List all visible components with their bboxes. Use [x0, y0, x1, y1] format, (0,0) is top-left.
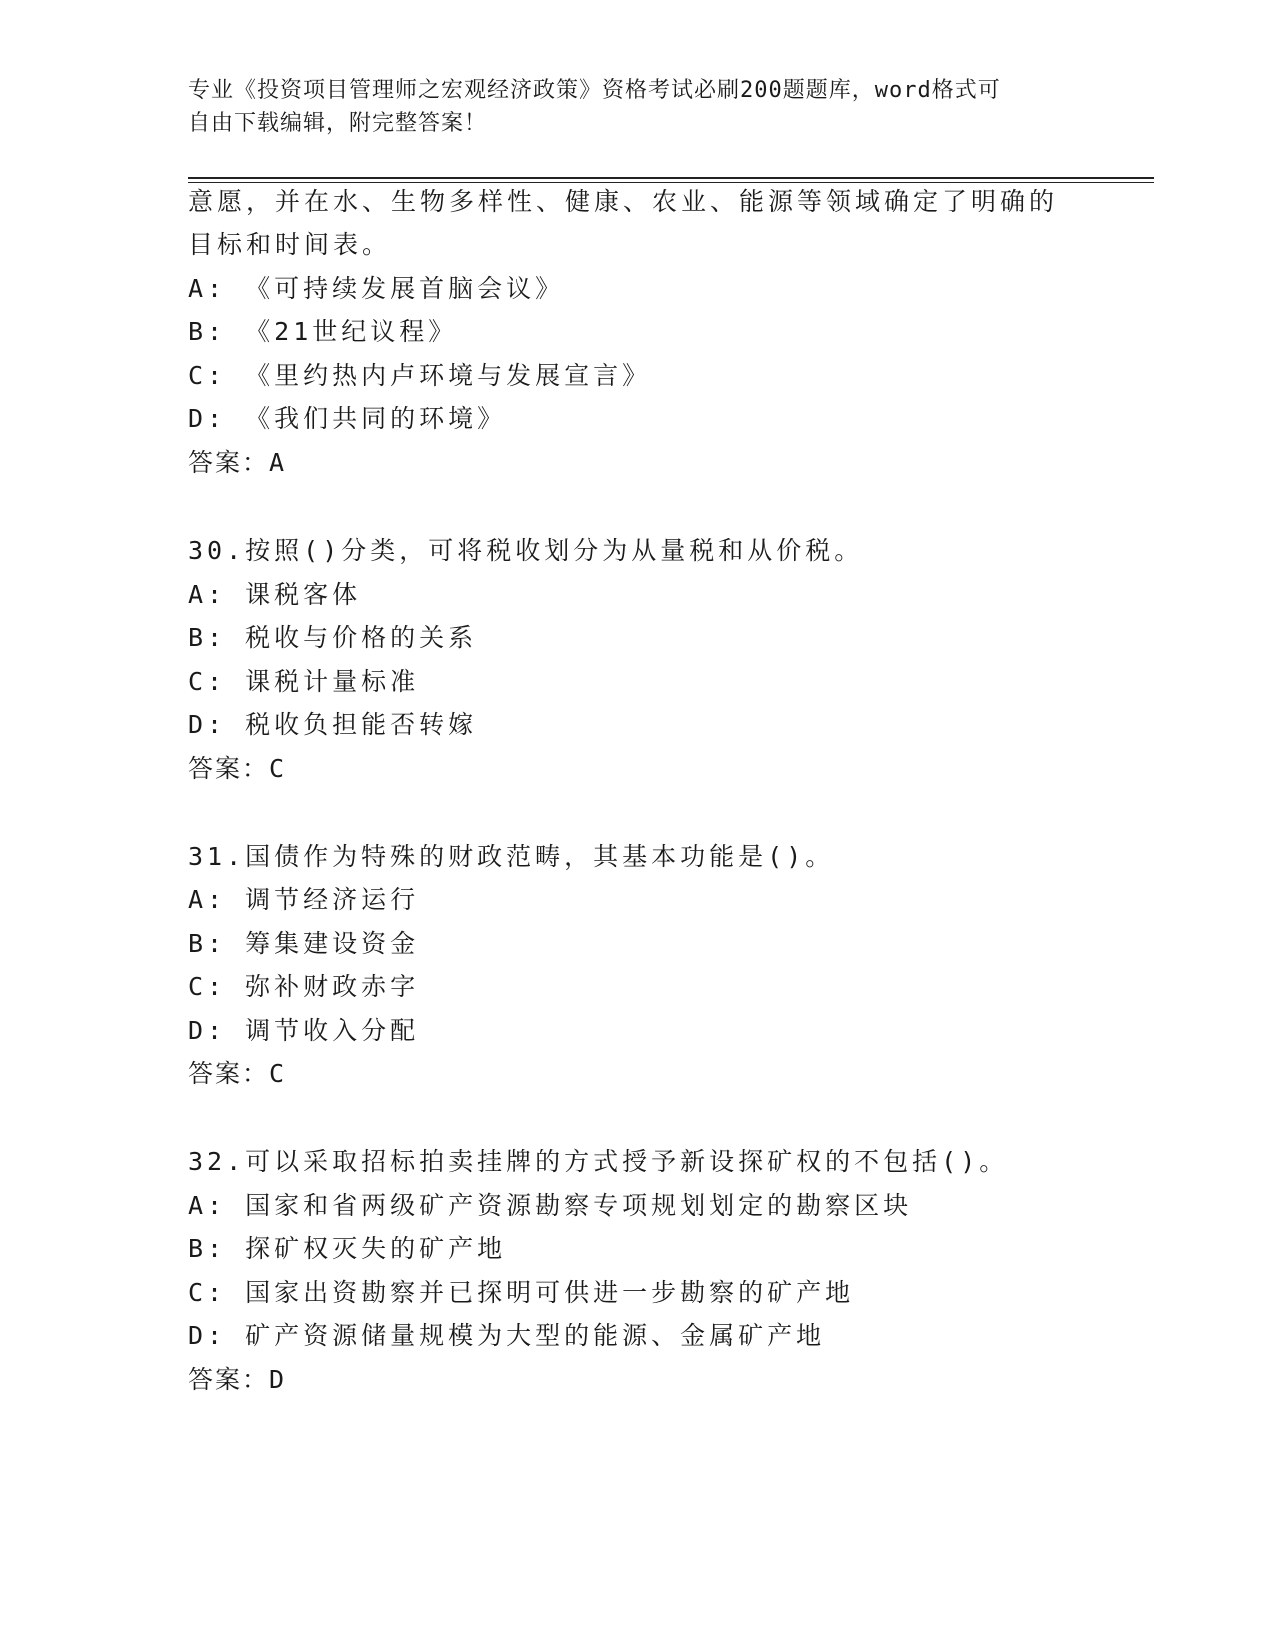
- option-a: A: 国家和省两级矿产资源勘察专项规划划定的勘察区块: [188, 1191, 913, 1220]
- document-header: [188, 74, 1068, 140]
- option-c: C: 弥补财政赤字: [188, 972, 420, 1001]
- option-c: C: 《里约热内卢环境与发展宣言》: [188, 361, 652, 390]
- answer-line: 答案：D: [188, 1365, 287, 1394]
- option-b: B: 探矿权灭失的矿产地: [188, 1234, 507, 1263]
- continued-stem-line-1: 意愿，并在水、生物多样性、健康、农业、能源等领域确定了明确的: [188, 187, 1059, 216]
- header-line-1: 专业《投资项目管理师之宏观经济政策》资格考试必刷200题题库，word格式可: [188, 78, 1001, 103]
- option-d: D: 调节收入分配: [188, 1016, 420, 1045]
- header-divider: [188, 177, 1154, 183]
- continued-stem-line-2: 目标和时间表。: [188, 230, 392, 259]
- option-c: C: 课税计量标准: [188, 667, 420, 696]
- question-stem: 32.可以采取招标拍卖挂牌的方式授予新设探矿权的不包括()。: [188, 1147, 1009, 1176]
- option-c: C: 国家出资勘察并已探明可供进一步勘察的矿产地: [188, 1278, 855, 1307]
- question-stem: 30.按照()分类，可将税收划分为从量税和从价税。: [188, 536, 864, 565]
- answer-line: 答案：A: [188, 448, 287, 477]
- option-a: A: 调节经济运行: [188, 885, 420, 914]
- option-a: A: 《可持续发展首脑会议》: [188, 274, 565, 303]
- option-b: B: 筹集建设资金: [188, 929, 420, 958]
- option-d: D: 《我们共同的环境》: [188, 404, 507, 433]
- option-b: B: 《21世纪议程》: [188, 317, 458, 346]
- option-b: B: 税收与价格的关系: [188, 623, 478, 652]
- option-a: A: 课税客体: [188, 580, 362, 609]
- question-stem: 31.国债作为特殊的财政范畴，其基本功能是()。: [188, 842, 835, 871]
- answer-line: 答案：C: [188, 754, 287, 783]
- option-d: D: 矿产资源储量规模为大型的能源、金属矿产地: [188, 1321, 826, 1350]
- answer-line: 答案：C: [188, 1059, 287, 1088]
- header-line-2: 自由下载编辑，附完整答案！: [188, 111, 488, 136]
- option-d: D: 税收负担能否转嫁: [188, 710, 478, 739]
